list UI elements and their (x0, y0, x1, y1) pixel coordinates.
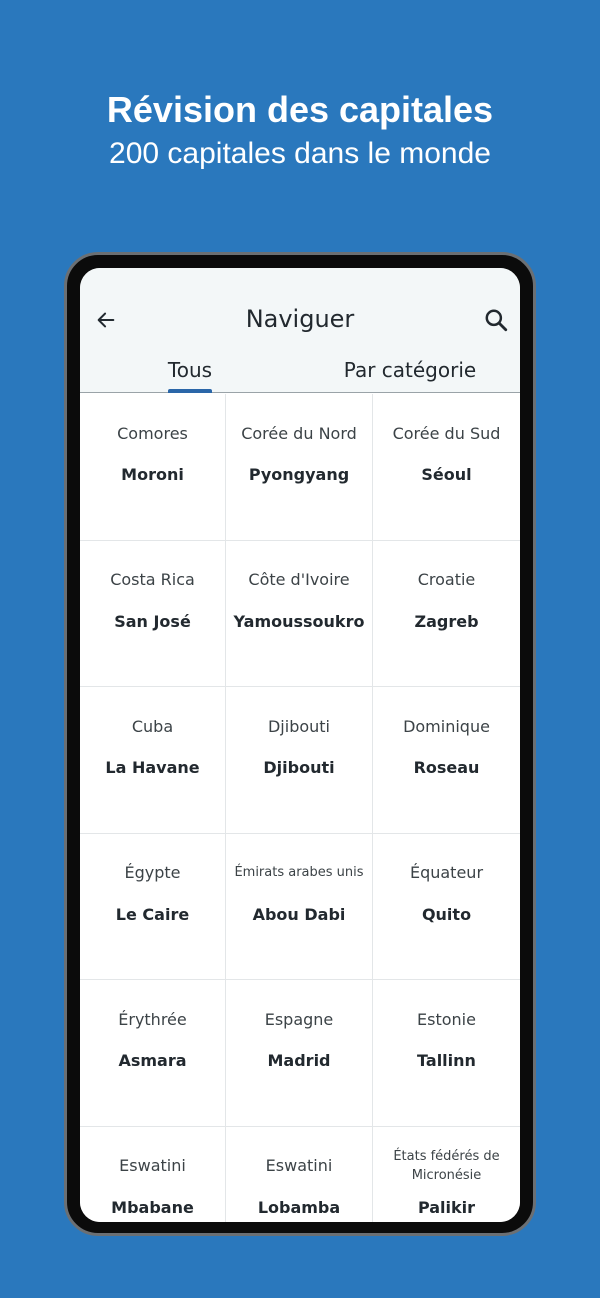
country-name: Équateur (409, 863, 484, 883)
capital-card[interactable] (80, 541, 226, 688)
search-button[interactable] (480, 304, 512, 336)
capital-card[interactable] (80, 834, 226, 981)
country-name: Espagne (264, 1009, 334, 1029)
country-name: Érythrée (118, 1009, 187, 1029)
capital-card[interactable] (373, 394, 520, 541)
capital-card[interactable] (373, 1127, 520, 1222)
country-name: Cuba (131, 716, 174, 736)
page-title: Naviguer (245, 305, 355, 333)
country-name: Côte d'Ivoire (248, 570, 350, 590)
capital-name: Abou Dabi (252, 904, 346, 924)
capital-card[interactable] (226, 980, 373, 1127)
tab-tous[interactable]: Tous (167, 358, 213, 382)
capitals-grid (80, 394, 520, 1222)
capital-card[interactable] (226, 834, 373, 981)
country-name: Croatie (417, 570, 476, 590)
capital-name: Mbabane (111, 1197, 194, 1217)
capital-name: Yamoussoukro (233, 611, 365, 631)
capital-name: Pyongyang (248, 465, 350, 484)
capital-name: Djibouti (263, 758, 335, 778)
country-name: Djibouti (267, 716, 330, 736)
capital-name: Quito (421, 904, 472, 924)
capital-name: Madrid (267, 1051, 331, 1071)
capital-card[interactable] (80, 394, 226, 541)
capital-name: Tallinn (417, 1051, 476, 1071)
capital-card[interactable] (373, 834, 520, 981)
capital-card[interactable] (373, 541, 520, 688)
country-name: Estonie (417, 1009, 476, 1029)
capital-card[interactable] (80, 1127, 226, 1222)
country-name: Corée du Nord (241, 423, 357, 443)
capital-card[interactable] (226, 394, 373, 541)
app-bar (80, 268, 520, 393)
capital-card[interactable] (373, 687, 520, 834)
country-name: Corée du Sud (392, 423, 501, 443)
country-name: Égypte (124, 863, 181, 883)
capital-name: San José (114, 611, 191, 631)
capital-card[interactable] (226, 541, 373, 688)
capital-name: Roseau (413, 758, 480, 778)
capital-name: Asmara (118, 1051, 187, 1071)
capital-name: Palikir (417, 1197, 476, 1217)
capital-card[interactable] (226, 687, 373, 834)
country-name: Dominique (403, 716, 490, 736)
promo-header (0, 88, 600, 174)
phone-frame (64, 252, 536, 1236)
capital-name: Séoul (421, 465, 472, 484)
capital-card[interactable] (80, 980, 226, 1127)
capital-name: Le Caire (115, 904, 190, 924)
search-icon (483, 307, 509, 333)
country-name: Émirats arabes unis (234, 865, 364, 881)
country-name: Eswatini (119, 1156, 186, 1176)
capital-name: Zagreb (414, 611, 479, 631)
capital-card[interactable] (373, 980, 520, 1127)
selected-tab-indicator (168, 389, 212, 393)
promo-title: Révision des capitales (106, 89, 494, 130)
capital-name: Moroni (121, 465, 184, 484)
country-name: Costa Rica (110, 570, 195, 590)
country-name: Eswatini (265, 1156, 333, 1176)
country-name: Comores (117, 423, 188, 443)
capital-card[interactable] (226, 1127, 373, 1222)
capital-card[interactable] (80, 687, 226, 834)
app-screen (80, 268, 520, 1222)
capital-name: Lobamba (257, 1197, 341, 1217)
promo-subtitle: 200 capitales dans le monde (109, 137, 491, 170)
capital-name: La Havane (105, 758, 200, 778)
tab-par-categorie[interactable]: Par catégorie (343, 358, 477, 382)
country-name: États fédérés de Micronésie (393, 1148, 500, 1183)
